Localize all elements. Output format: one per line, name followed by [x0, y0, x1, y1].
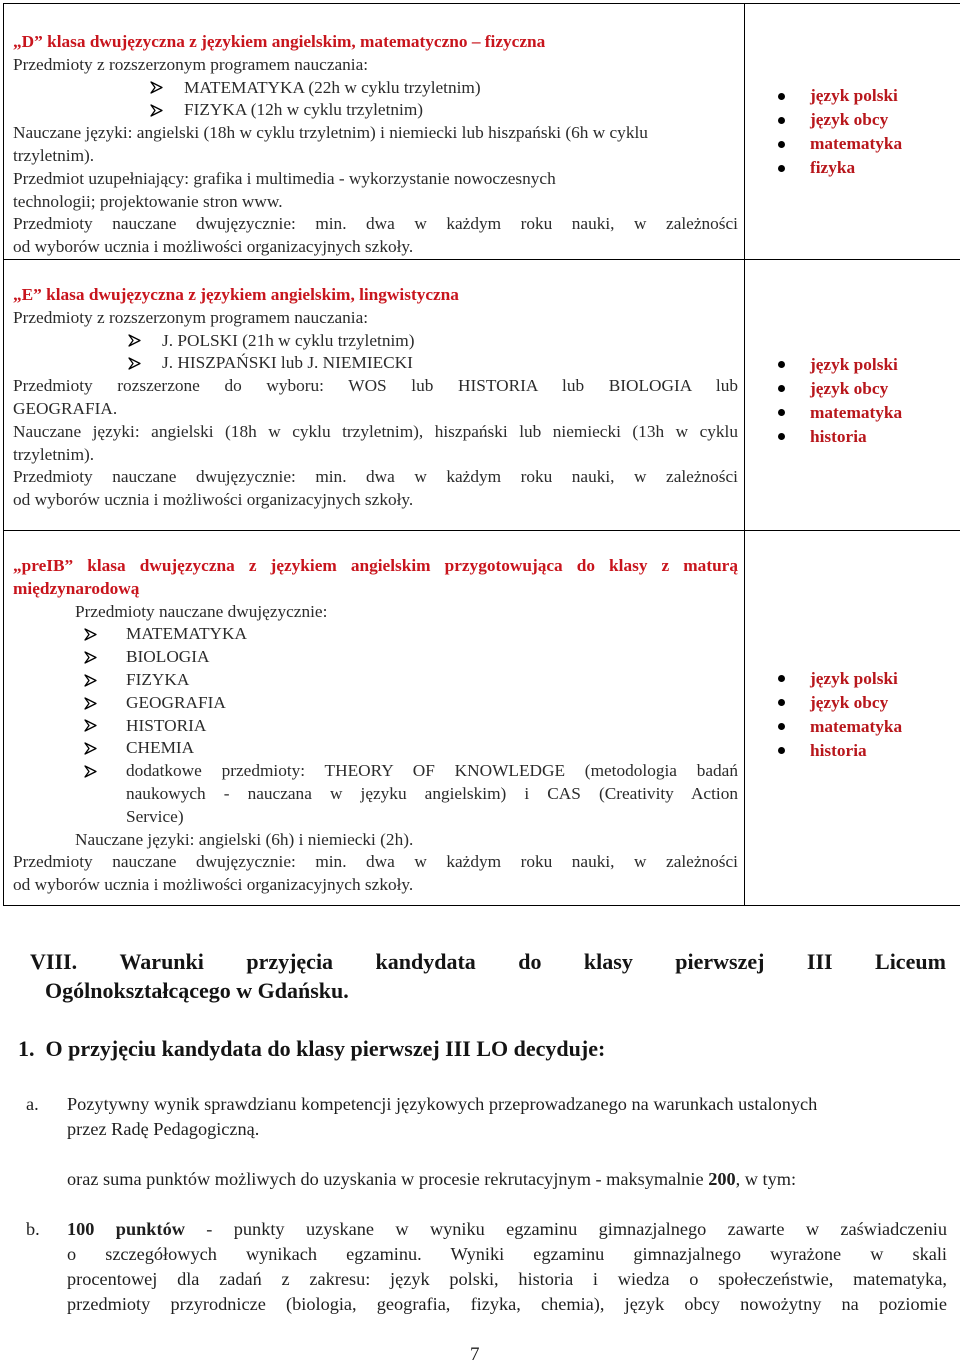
list-item: [745, 84, 960, 108]
subject-label: język polski: [810, 84, 898, 108]
bilingual-subjects-intro: Przedmioty nauczane dwujęzycznie:: [13, 601, 738, 624]
list-item-text: FIZYKA: [126, 669, 738, 692]
class-e-subjects: [745, 259, 960, 530]
subject-list: [745, 260, 960, 449]
list-item: [745, 401, 960, 425]
subject-label: matematyka: [810, 401, 902, 425]
list-item: [745, 377, 960, 401]
section-heading: [30, 947, 946, 1005]
subject-label: język obcy: [810, 691, 888, 715]
class-d-title: „D” klasa dwujęzyczna z językiem angielskim, matematyczno – fizyczna: [13, 31, 738, 54]
list-item-text: MATEMATYKA (22h w cyklu trzyletnim): [184, 77, 481, 100]
subject-label: język obcy: [810, 108, 888, 132]
class-d-row: [4, 4, 960, 260]
optional-subjects-text-cont: GEOGRAFIA.: [13, 398, 738, 421]
round-bullet-icon: [778, 723, 785, 730]
round-bullet-icon: [778, 93, 785, 100]
arrow-bullet-icon: [128, 352, 145, 375]
page-number: 7: [470, 1344, 480, 1366]
list-item: [745, 667, 960, 691]
list-item-text: J. HISZPAŃSKI lub J. NIEMIECKI: [162, 352, 413, 375]
class-d-subjects: [745, 4, 960, 260]
bilingual-text-cont: od wyborów ucznia i możliwości organizacyjnych szkoły.: [13, 489, 738, 512]
list-item: [745, 425, 960, 449]
list-item: [13, 737, 738, 760]
round-bullet-icon: [778, 117, 785, 124]
list-item: [13, 623, 738, 646]
points-text: oraz suma punktów możliwych do uzyskania w procesie rekrutacyjnym - maksymalnie: [67, 1169, 708, 1189]
item-b-text-3: procentowej dla zadań z zakresu: język polski, historia i wiedza o społeczeństwie, matematyka,: [67, 1267, 947, 1292]
list-item: [13, 715, 738, 738]
bilingual-text: Przedmioty nauczane dwujęzycznie: min. dwa w każdym roku nauki, w zależności: [13, 851, 738, 874]
section-heading-cont: Ogólnokształcącego w Gdańsku.: [30, 976, 946, 1005]
arrow-bullet-icon: [84, 669, 101, 692]
list-item: [745, 353, 960, 377]
round-bullet-icon: [778, 433, 785, 440]
list-item-text: GEOGRAFIA: [126, 692, 738, 715]
arrow-bullet-icon: [84, 737, 101, 760]
bilingual-text: Przedmioty nauczane dwujęzycznie: min. dwa w każdym roku nauki, w zależności: [13, 213, 738, 236]
round-bullet-icon: [778, 385, 785, 392]
list-item-text: BIOLOGIA: [126, 646, 738, 669]
class-preib-title: „preIB” klasa dwujęzyczna z językiem angielskim przygotowująca do klasy z maturą: [13, 555, 738, 578]
item-b-text-4: przedmioty przyrodnicze (biologia, geografia, fizyka, chemia), język obcy nowożytny na poziomie: [67, 1292, 947, 1317]
arrow-bullet-icon: [150, 77, 167, 100]
class-profiles-table: [3, 3, 960, 906]
bilingual-text-cont: od wyborów ucznia i możliwości organizacyjnych szkoły.: [13, 874, 738, 897]
arrow-bullet-icon: [84, 692, 101, 715]
list-item-text: MATEMATYKA: [126, 623, 738, 646]
arrow-bullet-icon: [84, 760, 101, 783]
arrow-bullet-icon: [128, 330, 145, 353]
arrow-bullet-icon: [84, 646, 101, 669]
list-item: [13, 760, 738, 828]
subject-label: język polski: [810, 667, 898, 691]
extended-subjects-intro: Przedmioty z rozszerzonym programem nauczania:: [13, 54, 738, 77]
class-preib-title-cont: międzynarodową: [13, 578, 738, 601]
points-text-end: , w tym:: [736, 1169, 796, 1189]
list-item: [13, 646, 738, 669]
languages-text: Nauczane języki: angielski (6h) i niemiecki (2h).: [13, 829, 738, 852]
heading-word: Warunki: [120, 947, 204, 976]
extra-subject-text: Przedmiot uzupełniający: grafika i multimedia - wykorzystanie nowoczesnych: [13, 168, 738, 191]
list-item-text: CHEMIA: [126, 737, 738, 760]
class-e-row: [4, 259, 960, 530]
list-item-b: [26, 1217, 947, 1317]
list-item: [13, 99, 738, 122]
points-max: 200: [708, 1169, 735, 1189]
subject-label: język polski: [810, 353, 898, 377]
subject-label: historia: [810, 425, 867, 449]
list-item: [745, 691, 960, 715]
item-b-text-2: o szczegółowych wynikach egzaminu. Wyniki egzaminu gimnazjalnego wyrażone w skali: [67, 1242, 947, 1267]
extra-subjects-text-cont: naukowych - nauczana w języku angielskim) i CAS (Creativity Action: [126, 783, 738, 806]
list-item: [745, 132, 960, 156]
class-preib-subjects: [745, 530, 960, 905]
extended-subjects-intro: Przedmioty z rozszerzonym programem nauczania:: [13, 307, 738, 330]
class-d-description: [4, 4, 745, 260]
extra-subject-text-cont: technologii; projektowanie stron www.: [13, 191, 738, 214]
subject-label: fizyka: [810, 156, 855, 180]
extra-subjects-text-end: Service): [126, 806, 738, 829]
list-item-text: FIZYKA (12h w cyklu trzyletnim): [184, 99, 423, 122]
item-b-text: - punkty uzyskane w wyniku egzaminu gimnazjalnego zawarte w zaświadczeniu: [185, 1219, 947, 1239]
round-bullet-icon: [778, 165, 785, 172]
heading-word: klasy: [584, 947, 633, 976]
extra-subjects-text: dodatkowe przedmioty: THEORY OF KNOWLEDGE (metodologia badań: [126, 760, 738, 783]
list-item: [745, 108, 960, 132]
item-a-text: Pozytywny wynik sprawdzianu kompetencji językowych przeprowadzanego na warunkach ustalonych: [67, 1092, 947, 1117]
heading-word: przyjęcia: [246, 947, 333, 976]
subject-label: historia: [810, 739, 867, 763]
heading-word: Liceum: [875, 947, 946, 976]
heading-word: do: [518, 947, 541, 976]
list-item-a: [26, 1092, 947, 1142]
list-item-text: J. POLSKI (21h w cyklu trzyletnim): [162, 330, 414, 353]
section-heading-line: [30, 947, 946, 976]
bilingual-text-cont: od wyborów ucznia i możliwości organizacyjnych szkoły.: [13, 236, 738, 259]
round-bullet-icon: [778, 361, 785, 368]
list-item: [13, 77, 738, 100]
list-item: [13, 669, 738, 692]
heading-word: III: [807, 947, 833, 976]
arrow-bullet-icon: [150, 99, 167, 122]
languages-text-cont: trzyletnim).: [13, 444, 738, 467]
heading-word: pierwszej: [675, 947, 764, 976]
item-marker: b.: [26, 1217, 40, 1242]
list-item: [13, 330, 738, 353]
list-item: [13, 692, 738, 715]
list-item: [745, 715, 960, 739]
languages-text: Nauczane języki: angielski (18h w cyklu trzyletnim), hiszpański lub niemiecki (13h w cyklu: [13, 421, 738, 444]
subject-label: język obcy: [810, 377, 888, 401]
class-e-title: „E” klasa dwujęzyczna z językiem angielskim, lingwistyczna: [13, 284, 738, 307]
item-b-bold: 100 punktów: [67, 1219, 185, 1239]
points-sum-paragraph: [26, 1167, 947, 1192]
round-bullet-icon: [778, 675, 785, 682]
round-bullet-icon: [778, 409, 785, 416]
class-preib-description: [4, 530, 745, 905]
heading-word: VIII.: [30, 947, 77, 976]
list-item-text: HISTORIA: [126, 715, 738, 738]
languages-text: Nauczane języki: angielski (18h w cyklu trzyletnim) i niemiecki lub hiszpański (6h w cyklu: [13, 122, 738, 145]
subheading: 1. O przyjęciu kandydata do klasy pierwszej III LO decyduje:: [18, 1036, 605, 1062]
subject-label: matematyka: [810, 715, 902, 739]
round-bullet-icon: [778, 699, 785, 706]
arrow-bullet-icon: [84, 715, 101, 738]
list-item: [745, 156, 960, 180]
subject-list: [745, 4, 960, 180]
bilingual-text: Przedmioty nauczane dwujęzycznie: min. dwa w każdym roku nauki, w zależności: [13, 466, 738, 489]
class-e-description: [4, 259, 745, 530]
subject-list: [745, 531, 960, 763]
list-item: [745, 739, 960, 763]
item-a-text-cont: przez Radę Pedagogiczną.: [67, 1117, 947, 1142]
list-item: [13, 352, 738, 375]
round-bullet-icon: [778, 747, 785, 754]
round-bullet-icon: [778, 141, 785, 148]
item-marker: a.: [26, 1092, 39, 1117]
languages-text-cont: trzyletnim).: [13, 145, 738, 168]
arrow-bullet-icon: [84, 623, 101, 646]
optional-subjects-text: Przedmioty rozszerzone do wyboru: WOS lub HISTORIA lub BIOLOGIA lub: [13, 375, 738, 398]
heading-word: kandydata: [376, 947, 476, 976]
subject-label: matematyka: [810, 132, 902, 156]
class-preib-row: [4, 530, 960, 905]
